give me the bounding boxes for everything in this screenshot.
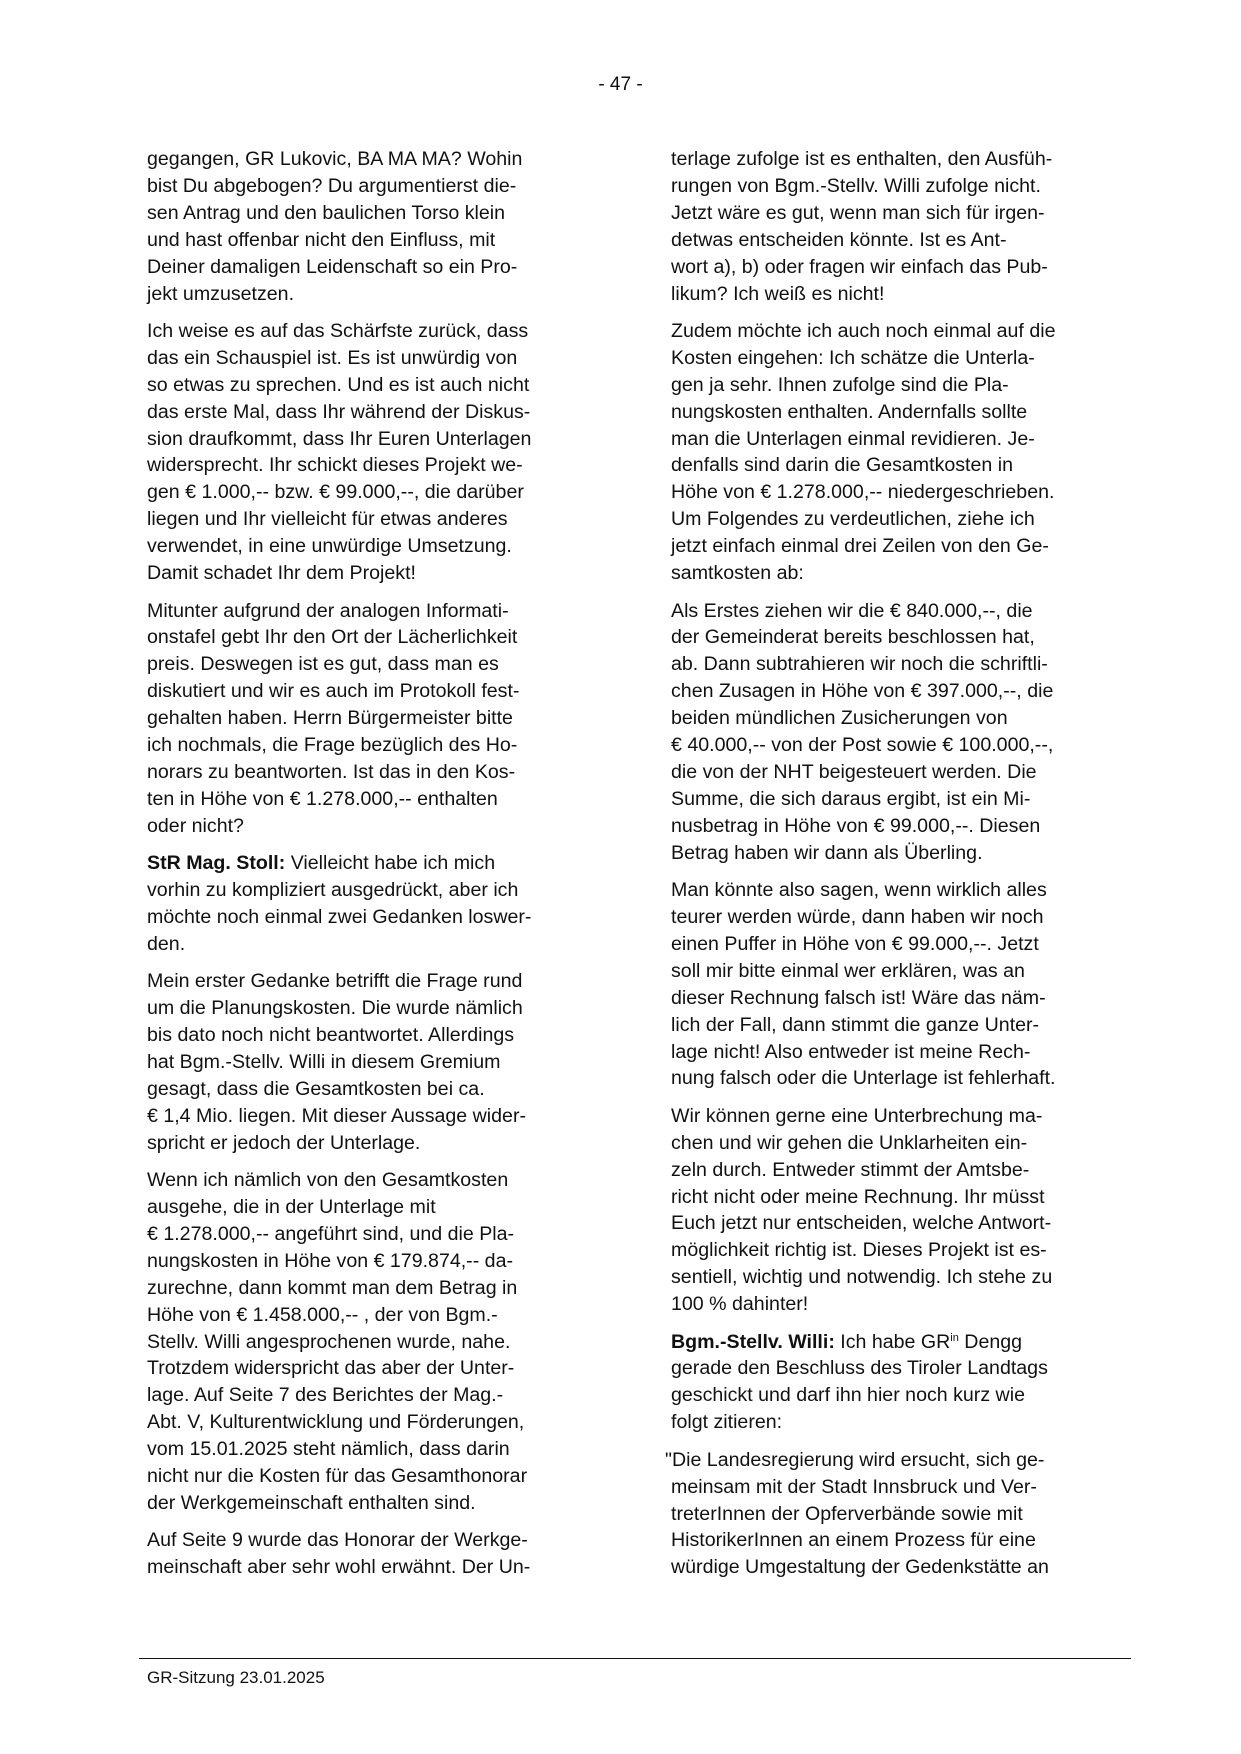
text-line: bis dato noch nicht beantwortet. Allerdings [147,1024,515,1047]
page-number: - 47 - [598,74,643,95]
text-line: ausgehe, die in der Unterlage mit [147,1196,436,1219]
text-line: teurer werden würde, dann haben wir noch [671,905,1044,928]
text-line: Höhe von € 1.278.000,-- niedergeschrieben. [671,481,1055,504]
text-line: Auf Seite 9 wurde das Honorar der Werkge- [147,1529,528,1552]
text-line: ich nochmals, die Frage bezüglich des Ho- [147,734,518,757]
text-line: soll mir bitte einmal wer erklären, was an [671,959,1025,982]
text-line: der Werkgemeinschaft enthalten sind. [147,1492,476,1514]
text-line: sentiell, wichtig und notwendig. Ich stehe zu [671,1266,1053,1289]
text-line: sion draufkommt, dass Ihr Euren Unterlagen [147,427,532,450]
text-line: Mitunter aufgrund der analogen Informati- [147,599,509,622]
text-line: denfalls sind darin die Gesamtkosten in [671,454,1013,477]
text-line: Summe, die sich daraus ergibt, ist ein Mi- [671,787,1031,810]
text-line: das ein Schauspiel ist. Es ist unwürdig von [147,346,518,369]
text-line: Damit schadet Ihr dem Projekt! [147,562,416,585]
text-line: chen und wir gehen die Unklarheiten ein- [671,1131,1028,1154]
text-line: lage nicht! Also entweder ist meine Rech- [671,1040,1031,1063]
text-line: Als Erstes ziehen wir die € 840.000,--, die [671,599,1033,622]
text-line: onstafel gebt Ihr den Ort der Lächerlichkeit [147,626,518,649]
text-line: treterInnen der Opferverbände sowie mit [671,1502,1023,1525]
speaker-paragraph [671,1329,1131,1437]
left-column [147,146,607,1592]
text-line: norars zu beantworten. Ist das in den Kos- [147,760,516,783]
text-line: nungskosten in Höhe von € 179.874,-- da- [147,1249,513,1272]
text-line: beiden mündlichen Zusicherungen von [671,707,1008,730]
paragraph [147,146,607,307]
text-line: terlage zufolge ist es enthalten, den Ausfüh- [671,148,1053,170]
text-line: Betrag haben wir dann als Überling. [671,841,983,864]
text-line: meinsam mit der Stadt Innsbruck und Ver- [671,1475,1037,1498]
text-line: das erste Mal, dass Ihr während der Diskus- [147,400,531,423]
paragraph [147,1527,607,1581]
text-line: zurechne, dann kommt man dem Betrag in [147,1276,518,1299]
text-line: vorhin zu kompliziert ausgedrückt, aber ich [147,879,519,902]
text-line: liegen und Ihr vielleicht für etwas anderes [147,508,508,531]
text-line: verwendet, in eine unwürdige Umsetzung. [147,535,512,558]
text-line: ab. Dann subtrahieren wir noch die schriftli- [671,653,1048,676]
text-line: man die Unterlagen einmal revidieren. Je- [671,427,1035,450]
paragraph [147,598,607,840]
speaker-paragraph [147,850,607,958]
text-line: richt nicht oder meine Rechnung. Ihr müsst [671,1185,1045,1208]
right-column [665,146,1131,1592]
text-line: einen Puffer in Höhe von € 99.000,--. Jetzt [671,932,1039,955]
text-line: oder nicht? [147,814,244,837]
text-line: samtkosten ab: [671,562,804,585]
text-line: würdige Umgestaltung der Gedenkstätte an [671,1556,1049,1579]
text-fragment: Vielleicht habe ich mich [285,852,496,875]
paragraph [671,877,1131,1092]
text-line: HistorikerInnen an einem Prozess für eine [671,1529,1036,1552]
text-line: so etwas zu sprechen. Und es ist auch nicht [147,373,530,396]
paragraph [147,1167,607,1517]
text-line: Kosten eingehen: Ich schätze die Unterla- [671,346,1035,369]
gender-superscript: in [950,1331,959,1344]
paragraph [671,1103,1131,1318]
text-line: nung falsch oder die Unterlage ist fehlerhaft. [671,1067,1056,1090]
text-line: widersprecht. Ihr schickt dieses Projekt we- [147,454,523,477]
text-line: gerade den Beschluss des Tiroler Landtags [671,1357,1048,1380]
text-line: € 1.278.000,-- angeführt sind, und die Pla- [147,1222,515,1245]
text-line: nungskosten enthalten. Andernfalls sollte [671,400,1028,423]
text-line: detwas entscheiden könnte. Ist es Ant- [671,228,1007,251]
text-line: geschickt und darf ihn hier noch kurz wie [671,1384,1025,1407]
text-line: dieser Rechnung falsch ist! Wäre das näm- [671,986,1046,1009]
text-line: preis. Deswegen ist es gut, dass man es [147,653,499,676]
text-line: möglichkeit richtig ist. Dieses Projekt ist es- [671,1239,1047,1262]
text-line: Abt. V, Kulturentwicklung und Förderungen, [147,1411,525,1434]
text-fragment: Ich habe GR [834,1330,951,1353]
speaker-name: Bgm.-Stellv. Willi: [671,1330,835,1353]
text-line: möchte noch einmal zwei Gedanken loswer- [147,905,532,928]
text-line: gesagt, dass die Gesamtkosten bei ca. [147,1077,485,1100]
text-line: gegangen, GR Lukovic, BA MA MA? Wohin [147,148,523,170]
text-line: sen Antrag und den baulichen Torso klein [147,201,506,224]
text-line: hat Bgm.-Stellv. Willi in diesem Gremium [147,1051,501,1073]
paragraph [671,598,1131,867]
text-line: gen € 1.000,-- bzw. € 99.000,--, die darüber [147,481,524,504]
text-line [671,1329,1131,1356]
text-line: Wir können gerne eine Unterbrechung ma- [671,1104,1043,1127]
text-line: rungen von Bgm.-Stellv. Willi zufolge nicht. [671,174,1041,197]
speaker-name: StR Mag. Stoll: [147,852,286,875]
paragraph [671,318,1131,587]
text-line: likum? Ich weiß es nicht! [671,282,885,305]
text-fragment: Dengg [958,1330,1023,1353]
text-line: um die Planungskosten. Die wurde nämlich [147,997,523,1020]
text-line: 100 % dahinter! [671,1293,809,1316]
text-line: Jetzt wäre es gut, wenn man sich für irgen- [671,201,1045,224]
text-line: nusbetrag in Höhe von € 99.000,--. Diesen [671,814,1041,837]
text-line: jekt umzusetzen. [147,282,295,305]
footer-divider [139,1658,1131,1659]
text-line: lage. Auf Seite 7 des Berichtes der Mag.- [147,1384,504,1407]
text-line: lich der Fall, dann stimmt die ganze Unter- [671,1013,1040,1036]
text-line: der Gemeinderat bereits beschlossen hat, [671,626,1035,649]
paragraph [671,146,1131,307]
text-line: Ich weise es auf das Schärfste zurück, dass [147,319,529,342]
text-line: gen ja sehr. Ihnen zufolge sind die Pla- [671,373,1009,396]
text-line: und hast offenbar nicht den Einfluss, mit [147,228,496,251]
text-line: "Die Landesregierung wird ersucht, sich ge- [665,1448,1045,1471]
text-line: bist Du abgebogen? Du argumentierst die- [147,174,517,197]
text-line: spricht er jedoch der Unterlage. [147,1131,421,1154]
paragraph [147,968,607,1156]
text-line: ten in Höhe von € 1.278.000,-- enthalten [147,787,498,810]
text-line: Stellv. Willi angesprochenen wurde, nahe. [147,1330,511,1353]
paragraph [147,318,607,587]
text-line: diskutiert und wir es auch im Protokoll fest- [147,680,520,703]
text-line: die von der NHT beigesteuert werden. Die [671,760,1037,783]
text-line: Wenn ich nämlich von den Gesamtkosten [147,1169,509,1192]
text-line: Euch jetzt nur entscheiden, welche Antwort- [671,1212,1052,1235]
text-line: gehalten haben. Herrn Bürgermeister bitte [147,707,513,730]
text-line: jetzt einfach einmal drei Zeilen von den Ge- [671,535,1049,558]
text-line: Zudem möchte ich auch noch einmal auf die [671,319,1056,342]
text-line: den. [147,932,186,955]
text-line: Um Folgendes zu verdeutlichen, ziehe ich [671,508,1035,531]
text-line: wort a), b) oder fragen wir einfach das Pub- [671,255,1048,278]
text-line: Höhe von € 1.458.000,-- , der von Bgm.- [147,1303,498,1326]
quote-paragraph [665,1447,1131,1582]
text-line: meinschaft aber sehr wohl erwähnt. Der Un- [147,1556,531,1579]
text-line: zeln durch. Entweder stimmt der Amtsbe- [671,1158,1030,1181]
text-line: chen Zusagen in Höhe von € 397.000,--, die [671,680,1054,703]
text-line [147,850,607,877]
text-line: nicht nur die Kosten für das Gesamthonorar [147,1465,528,1488]
text-line: Man könnte also sagen, wenn wirklich alles [671,879,1047,902]
footer-text: GR-Sitzung 23.01.2025 [147,1668,325,1687]
text-line: € 40.000,-- von der Post sowie € 100.000,--, [671,734,1054,757]
text-line: vom 15.01.2025 steht nämlich, dass darin [147,1438,510,1461]
text-line: Deiner damaligen Leidenschaft so ein Pro- [147,255,518,278]
text-line: Mein erster Gedanke betrifft die Frage rund [147,970,523,993]
text-line: folgt zitieren: [671,1411,783,1434]
text-line: Trotzdem widerspricht das aber der Unter- [147,1357,515,1380]
text-line: € 1,4 Mio. liegen. Mit dieser Aussage wider- [147,1104,526,1127]
